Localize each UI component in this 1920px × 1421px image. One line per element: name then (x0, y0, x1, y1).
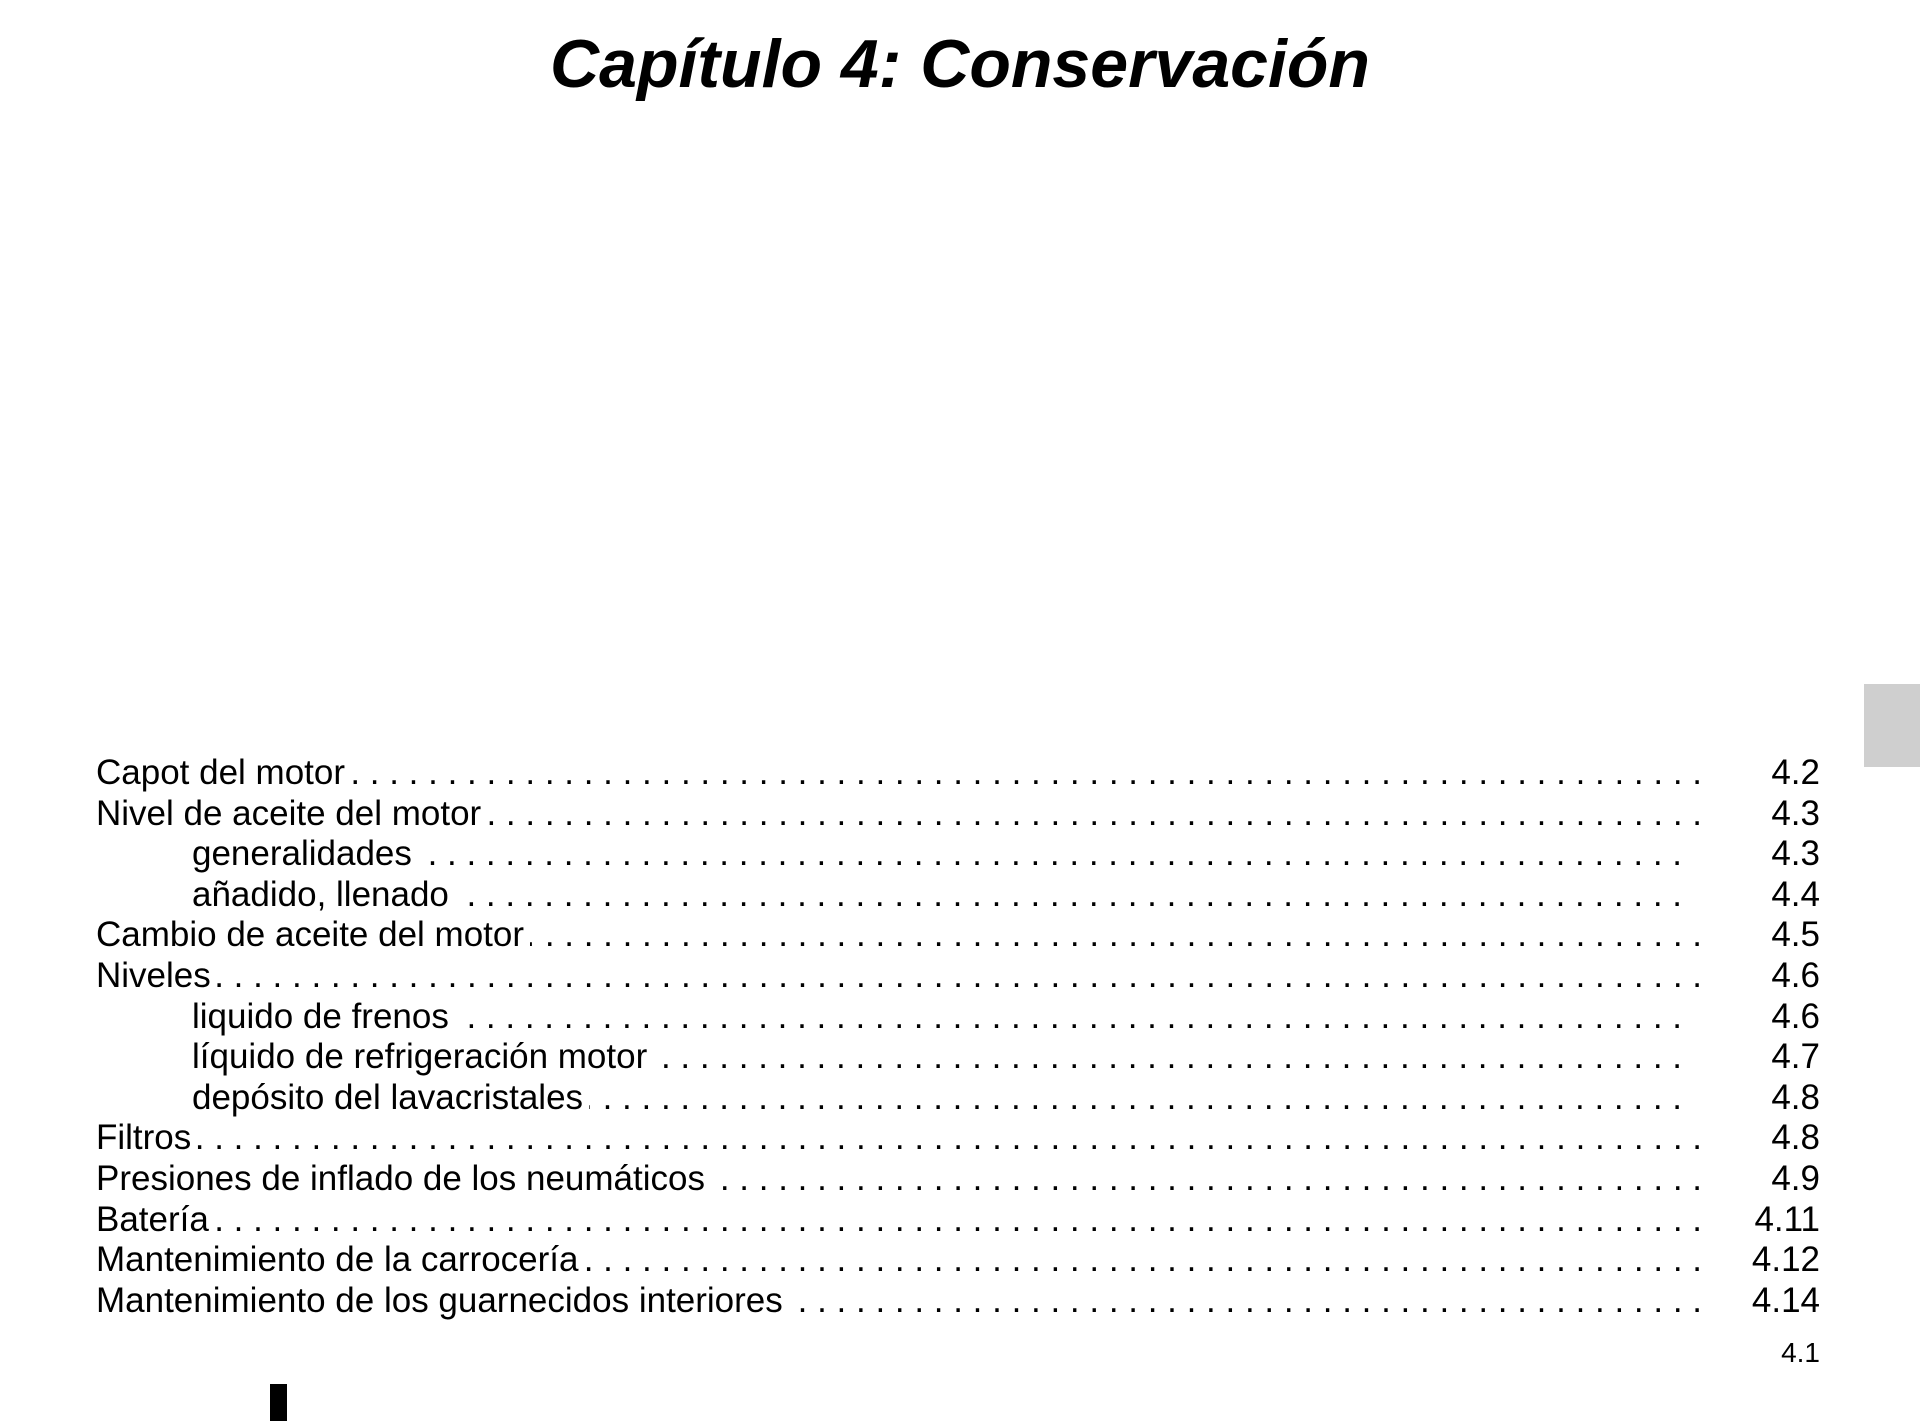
toc-entry-label: Mantenimiento de los guarnecidos interiores (96, 1281, 789, 1322)
toc-entry[interactable] (96, 794, 1820, 835)
toc-subentry[interactable] (96, 997, 1820, 1038)
toc-entry-label: añadido, llenado (192, 875, 455, 916)
toc-entry-page: 4.9 (1771, 1158, 1820, 1198)
page-number: 4.1 (1781, 1337, 1820, 1368)
toc-entry-label: Nivel de aceite del motor (96, 794, 487, 835)
toc-entry-label: Capot del motor (96, 753, 351, 794)
toc-entry[interactable] (96, 1159, 1820, 1200)
toc-entry-page: 4.11 (1754, 1199, 1820, 1239)
toc-entry-label: liquido de frenos (192, 997, 455, 1038)
toc-entry[interactable] (96, 1281, 1820, 1322)
toc-subentry[interactable] (96, 1037, 1820, 1078)
toc-entry-label: Batería (96, 1200, 215, 1241)
chapter-title: Capítulo 4: Conservación (550, 26, 1370, 102)
toc-entry-page: 4.7 (1771, 1037, 1820, 1077)
toc-entry[interactable] (96, 1240, 1820, 1281)
toc-entry-page: 4.6 (1771, 955, 1820, 995)
toc-subentry[interactable] (96, 834, 1820, 875)
toc-entry[interactable] (96, 1200, 1820, 1241)
toc-subentry[interactable] (96, 1078, 1820, 1119)
toc-entry-label: Cambio de aceite del motor (96, 915, 530, 956)
toc-entry-label: Filtros (96, 1118, 197, 1159)
toc-entry-label: generalidades (192, 834, 418, 875)
dot-leader (96, 956, 1702, 997)
dot-leader (96, 1200, 1702, 1241)
crop-mark (270, 1384, 287, 1421)
toc-entry-label: Presiones de inflado de los neumáticos (96, 1159, 711, 1200)
toc-entry-page: 4.3 (1771, 793, 1820, 833)
toc-entry-page: 4.3 (1771, 834, 1820, 874)
toc-entry[interactable] (96, 753, 1820, 794)
toc-entry-page: 4.14 (1751, 1280, 1820, 1320)
toc-entry-page: 4.6 (1771, 996, 1820, 1036)
toc-entry-page: 4.2 (1771, 753, 1820, 792)
toc-entry-page: 4.5 (1771, 915, 1820, 955)
toc-entry-label: Niveles (96, 956, 217, 997)
toc-entry-label: Mantenimiento de la carrocería (96, 1240, 584, 1281)
table-of-contents (96, 753, 1820, 1321)
chapter-tab-marker (1864, 684, 1920, 767)
toc-entry-page: 4.12 (1751, 1240, 1820, 1280)
toc-entry-label: líquido de refrigeración motor (192, 1037, 653, 1078)
toc-entry-page: 4.8 (1771, 1077, 1820, 1117)
toc-subentry[interactable] (96, 875, 1820, 916)
toc-entry-label: depósito del lavacristales (192, 1078, 589, 1119)
dot-leader (96, 1118, 1702, 1159)
toc-entry-page: 4.8 (1771, 1118, 1820, 1158)
toc-entry[interactable] (96, 915, 1820, 956)
toc-entry[interactable] (96, 1118, 1820, 1159)
toc-entry[interactable] (96, 956, 1820, 997)
toc-entry-page: 4.4 (1771, 874, 1820, 914)
